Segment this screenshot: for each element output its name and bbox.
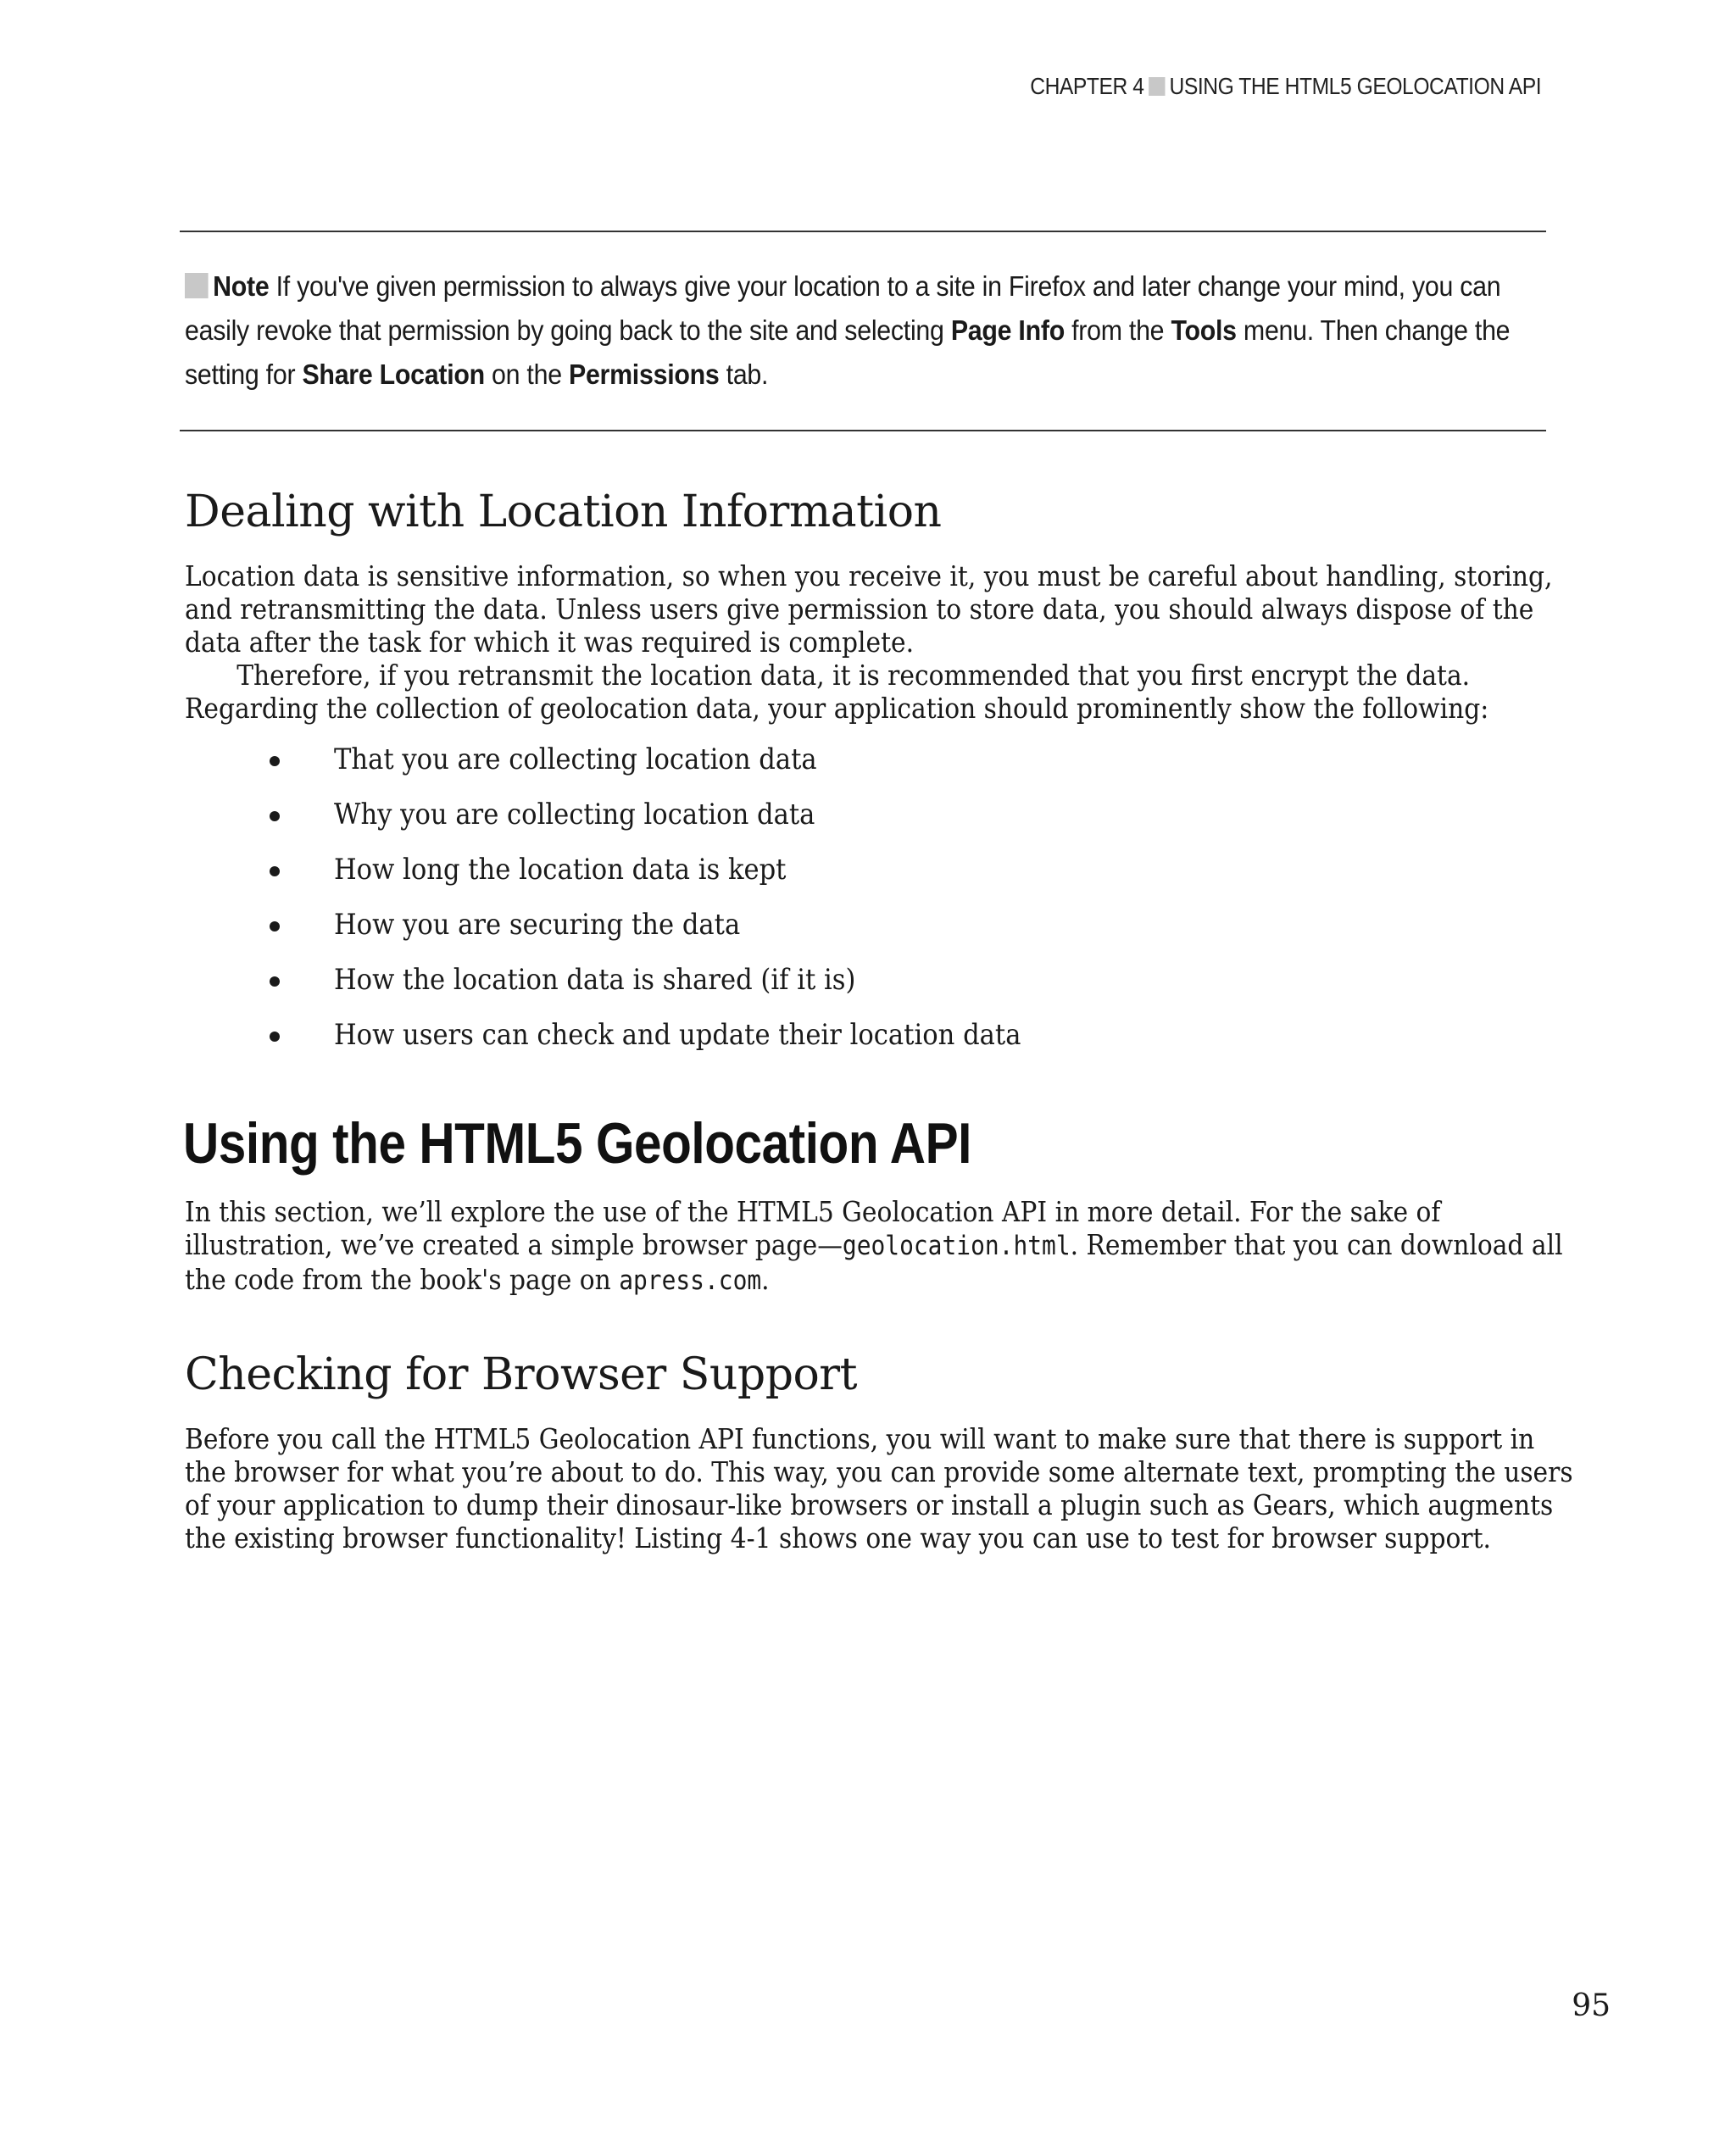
note-text-4: on the [484,359,569,390]
section2-body [185,1195,1575,1298]
note-top-rule [180,231,1546,232]
section2-text-b: . Remember that you can download all the code from the book's page on [185,1228,1563,1296]
square-separator-icon [1149,77,1165,96]
bullet-icon [270,756,280,766]
section1-paragraph-1: Location data is sensitive information, so when you receive it, you must be careful about handling, storing, and retransmitting the data. Unless users give permission to store data, you should always dispose of the data after the task for which it was required is complete. [185,559,1553,659]
section1-paragraph-2: Therefore, if you retransmit the location data, it is recommended that you first encrypt the data. Regarding the collection of geolocation data, your application should prominently show the following: [185,659,1489,725]
note-text-5: tab. [719,359,769,390]
running-head-title: USING THE HTML5 GEOLOCATION API [1169,73,1541,99]
note-bold-permissions: Permissions [568,359,720,390]
code-apress-com: apress.com [619,1265,762,1296]
section1-body [185,559,1575,725]
note-text-3: menu. Then change the setting for [185,314,1511,390]
section-heading-using-geolocation-api: Using the HTML5 Geolocation API [183,1111,971,1176]
note-label: Note [213,270,270,302]
running-head [1030,73,1541,100]
bullet-icon [270,811,280,821]
note-bold-page-info: Page Info [950,314,1065,346]
code-geolocation-html: geolocation.html [842,1231,1071,1261]
note-box [185,264,1541,397]
page-number: 95 [1572,1988,1611,2023]
running-head-chapter: CHAPTER 4 [1030,73,1144,99]
bullet-icon [270,866,280,876]
section-heading-checking-browser-support: Checking for Browser Support [185,1349,858,1400]
note-bottom-rule [180,430,1546,431]
note-text-1: If you've given permission to always give your location to a site in Firefox and later change your mind, you can easily revoke that permission by going back to the site and selecting [185,270,1501,346]
note-text-2: from the [1064,314,1171,346]
bullet-icon [270,921,280,931]
section3-body [185,1422,1575,1554]
bullet-icon [270,1032,280,1042]
section2-text-c: . [761,1263,770,1296]
section-heading-dealing-with-location: Dealing with Location Information [185,487,942,537]
section3-paragraph: Before you call the HTML5 Geolocation API functions, you will want to make sure that there is support in the browser for what you’re about to do. This way, you can provide some alternate text, prompting the users of your application to dump their dinosaur-like browsers or install a plugin such as Gears, which augments the existing browser functionality! Listing 4-1 shows one way you can use to test for browser support. [185,1422,1573,1554]
bullet-icon [270,976,280,987]
note-square-icon [185,273,209,298]
section2-text-a: In this section, we’ll explore the use of the HTML5 Geolocation API in more detail. For the sake of illustration, we’ve created a simple browser page— [185,1195,1441,1261]
note-bold-tools: Tools [1171,314,1237,346]
note-bold-share-location: Share Location [302,359,485,390]
